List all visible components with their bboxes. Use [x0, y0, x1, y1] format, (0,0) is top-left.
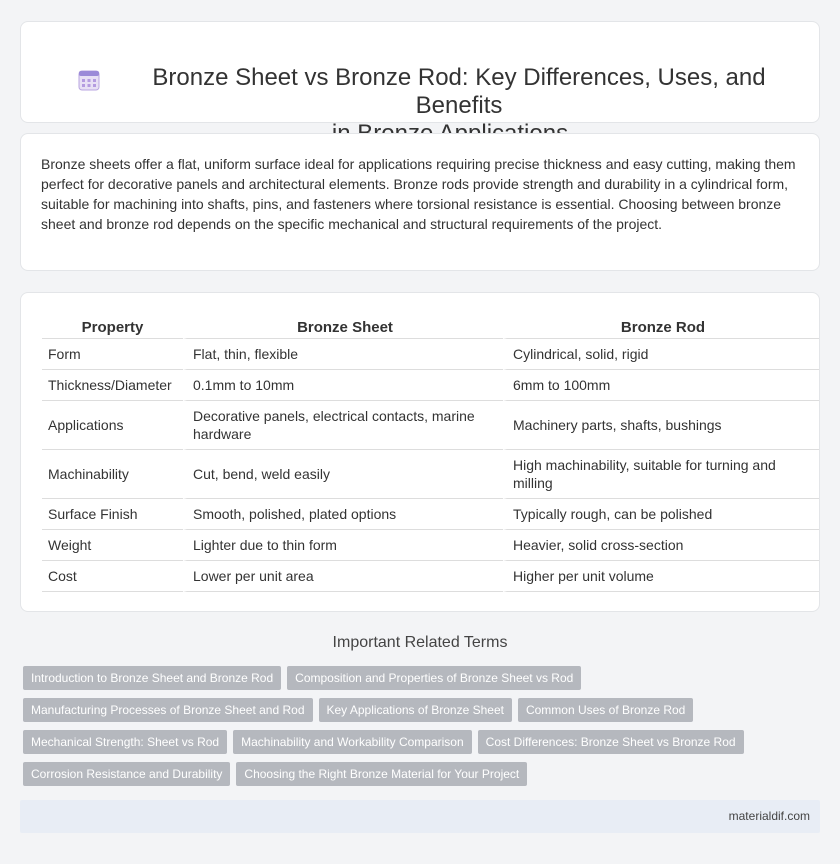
table-row — [42, 499, 819, 530]
cell-rod: Machinery parts, shafts, bushings — [503, 401, 819, 450]
cell-property: Machinability — [42, 450, 183, 499]
cell-sheet: Flat, thin, flexible — [183, 339, 503, 370]
cell-property: Applications — [42, 401, 183, 450]
header-property: Property — [42, 315, 183, 339]
intro-paragraph: Bronze sheets offer a flat, uniform surface ideal for applications requiring precise thickness and easy cutting, making them perfect for decorative panels and architectural elements. Bronze rods provide strength and durability in a cylindrical form, suitable for machining into shafts, pins, and fasteners where torsional resistance is essential. Choosing between bronze sheet and bronze rod depends on the specific mechanical and structural requirements of the project. — [41, 156, 796, 232]
related-term-tag[interactable]: Choosing the Right Bronze Material for Your Project — [236, 762, 527, 786]
related-term-tag[interactable]: Introduction to Bronze Sheet and Bronze Rod — [23, 666, 281, 690]
cell-sheet: Cut, bend, weld easily — [183, 450, 503, 499]
cell-property: Thickness/Diameter — [42, 370, 183, 401]
related-terms-heading: Important Related Terms — [332, 634, 508, 651]
cell-sheet: Lower per unit area — [183, 561, 503, 592]
header-bronze-rod: Bronze Rod — [503, 315, 819, 339]
related-term-tag[interactable]: Cost Differences: Bronze Sheet vs Bronze Rod — [478, 730, 744, 754]
cell-rod: Typically rough, can be polished — [503, 499, 819, 530]
table-row — [42, 370, 819, 401]
cell-property: Cost — [42, 561, 183, 592]
cell-property: Form — [42, 339, 183, 370]
cell-rod: High machinability, suitable for turning and milling — [503, 450, 819, 499]
related-term-tag[interactable]: Common Uses of Bronze Rod — [518, 698, 693, 722]
footer — [20, 800, 820, 833]
cell-property: Weight — [42, 530, 183, 561]
table-row — [42, 561, 819, 592]
footer-site-link[interactable]: materialdif.com — [728, 809, 810, 823]
cell-property: Surface Finish — [42, 499, 183, 530]
title-card — [20, 21, 820, 123]
table-row — [42, 339, 819, 370]
comparison-table-card — [20, 292, 820, 612]
related-term-tag[interactable]: Mechanical Strength: Sheet vs Rod — [23, 730, 227, 754]
related-term-tag[interactable]: Key Applications of Bronze Sheet — [319, 698, 512, 722]
cell-rod: 6mm to 100mm — [503, 370, 819, 401]
comparison-table — [42, 315, 819, 592]
intro-card — [20, 133, 820, 271]
page-title-line1: Bronze Sheet vs Bronze Rod: Key Differences, Uses, and Benefits — [152, 64, 766, 119]
related-term-tag[interactable]: Manufacturing Processes of Bronze Sheet and Rod — [23, 698, 313, 722]
calendar-icon — [77, 68, 101, 92]
cell-sheet: Decorative panels, electrical contacts, marine hardware — [183, 401, 503, 450]
cell-sheet: 0.1mm to 10mm — [183, 370, 503, 401]
cell-rod: Heavier, solid cross-section — [503, 530, 819, 561]
cell-sheet: Smooth, polished, plated options — [183, 499, 503, 530]
related-term-tag[interactable]: Machinability and Workability Comparison — [233, 730, 472, 754]
cell-rod: Higher per unit volume — [503, 561, 819, 592]
table-row — [42, 450, 819, 499]
related-terms-list — [23, 666, 823, 794]
related-term-tag[interactable]: Composition and Properties of Bronze Sheet vs Rod — [287, 666, 581, 690]
table-header-row — [42, 315, 819, 339]
cell-sheet: Lighter due to thin form — [183, 530, 503, 561]
table-row — [42, 530, 819, 561]
related-term-tag[interactable]: Corrosion Resistance and Durability — [23, 762, 230, 786]
header-bronze-sheet: Bronze Sheet — [183, 315, 503, 339]
table-row — [42, 401, 819, 450]
cell-rod: Cylindrical, solid, rigid — [503, 339, 819, 370]
